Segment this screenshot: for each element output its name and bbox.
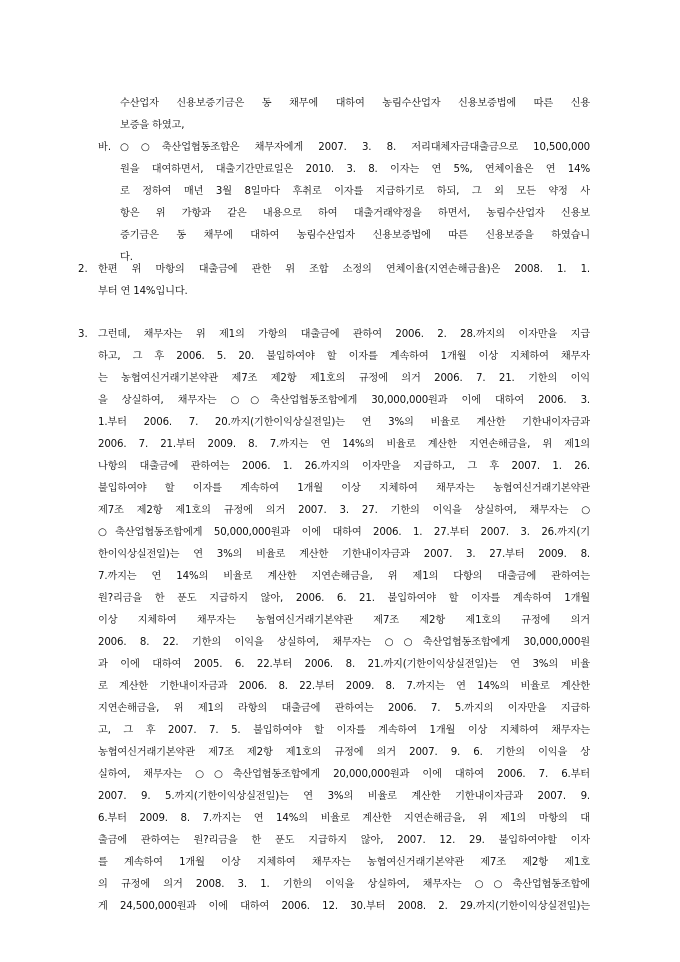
text-line: 이상 지체하여 채무자는 농협여신거래기본약관 제7조 제2항 제1호의 규정에 의거 [98,615,590,626]
text-line: 과 이에 대하여 2005. 6. 22.부터 2006. 8. 21.까지(기한이익상실전일)는 연 3%의 비율 [98,659,590,670]
text-line: 게 24,500,000원과 이에 대하여 2006. 12. 30.부터 2008. 2. 29.까지(기한이익상실전일)는 [98,901,590,912]
item-ba-paragraph [120,137,590,269]
text-line: 그런데, 채무자는 위 제1의 가항의 대출금에 관하여 2006. 2. 28.까지의 이자만을 지급 [98,329,590,340]
continuation-paragraph [120,93,590,137]
text-line: 를 계속하여 1개월 이상 지체하여 채무자는 농협여신거래기본약관 제7조 제2항 제1호 [98,857,590,868]
text-line: 다. [120,252,133,263]
text-line: 로 계산한 기한내이자금과 2006. 8. 22.부터 2009. 8. 7.까지는 연 14%의 비율로 계산한 [98,681,590,692]
text-line: 지연손해금을, 위 제1의 라항의 대출금에 관하여는 2006. 7. 5.까지의 이자만을 지급하 [98,703,590,714]
text-line: 하고, 그 후 2006. 5. 20. 불입하여야 할 이자를 계속하여 1개월 이상 지체하여 채무자 [98,351,590,362]
text-line: 제7조 제2항 제1호의 규정에 의거 2007. 3. 27. 기한의 이익을 상실하여, 채무자는 ○ [98,505,590,516]
item-marker-ba: 바. [98,142,112,153]
text-line: 을 상실하여, 채무자는 ○○축산업협동조합에게 30,000,000원과 이에 대하여 2006. 3. [98,395,590,406]
section-marker-2: 2. [78,264,88,275]
text-line: 실하여, 채무자는 ○○축산업협동조합에게 20,000,000원과 이에 대하여 2006. 7. 6.부터 [98,769,590,780]
text-line: 출금에 관하여는 원?리금을 한 푼도 지급하지 않아, 2007. 12. 29. 불입하여야할 이자 [98,835,590,846]
section-2-paragraph [98,259,590,303]
text-line: 6.부터 2009. 8. 7.까지는 연 14%의 비율로 계산한 지연손해금을, 위 제1의 마항의 대 [98,813,590,824]
text-line: 보증을 하였고, [120,120,185,131]
section-3-paragraph [98,324,590,918]
text-line: 로 정하여 매년 3월 8일마다 후취로 이자를 지급하기로 하되, 그 외 모든 약정 사 [120,186,590,197]
text-line: 1.부터 2006. 7. 20.까지(기한이익상실전일)는 연 3%의 비율로 계산한 기한내이자금과 [98,417,590,428]
text-line: 는 농협여신거래기본약관 제7조 제2항 제1호의 규정에 의거 2006. 7. 21. 기한의 이익 [98,373,590,384]
text-line: 2006. 8. 22. 기한의 이익을 상실하여, 채무자는 ○○축산업협동조합에게 30,000,000원 [98,637,590,648]
text-line: 농협여신거래기본약관 제7조 제2항 제1호의 규정에 의거 2007. 9. 6. 기한의 이익을 상 [98,747,590,758]
text-line: 한이익상실전일)는 연 3%의 비율로 계산한 기한내이자금과 2007. 3. 27.부터 2009. 8. [98,549,590,560]
text-line: 증기금은 동 채무에 대하여 농림수산업자 신용보증법에 따른 신용보증을 하였습니 [120,230,590,241]
text-line: ○○축산업협동조합은 채무자에게 2007. 3. 8. 저리대체자금대출금으로 10,500,000 [120,142,590,153]
text-line: 고, 그 후 2007. 7. 5. 불입하여야 할 이자를 계속하여 1개월 이상 지체하여 채무자는 [98,725,590,736]
text-line: 나항의 대출금에 관하여는 2006. 1. 26.까지의 이자만을 지급하고, 그 후 2007. 1. 26. [98,461,590,472]
text-line: 수산업자 신용보증기금은 동 채무에 대하여 농림수산업자 신용보증법에 따른 신용 [120,98,590,109]
text-line: 항은 위 가항과 같은 내용으로 하여 대출거래약정을 하면서, 농림수산업자 신용보 [120,208,590,219]
text-line: 원을 대여하면서, 대출기간만료일은 2010. 3. 8. 이자는 연 5%, 연체이율은 연 14% [120,164,590,175]
text-line: 한편 위 마항의 대출금에 관한 위 조합 소정의 연체이율(지연손해금율)은 2008. 1. 1. [98,264,590,275]
text-line: 2006. 7. 21.부터 2009. 8. 7.까지는 연 14%의 비율로 계산한 지연손해금을, 위 제1의 [98,439,590,450]
text-line: ○축산업협동조합에게 50,000,000원과 이에 대하여 2006. 1. 27.부터 2007. 3. 26.까지(기 [98,527,590,538]
text-line: 원?리금을 한 푼도 지급하지 않아, 2006. 6. 21. 불입하여야 할 이자를 계속하여 1개월 [98,593,590,604]
section-marker-3: 3. [78,329,88,340]
text-line: 불입하여야 할 이자를 계속하여 1개월 이상 지체하여 채무자는 농협여신거래기본약관 [98,483,590,494]
text-line: 7.까지는 연 14%의 비율로 계산한 지연손해금을, 위 제1의 다항의 대출금에 관하여는 [98,571,590,582]
text-line: 부터 연 14%입니다. [98,286,188,297]
text-line: 의 규정에 의거 2008. 3. 1. 기한의 이익을 상실하여, 채무자는 ○○축산업협동조합에 [98,879,590,890]
text-line: 2007. 9. 5.까지(기한이익상실전일)는 연 3%의 비율로 계산한 기한내이자금과 2007. 9. [98,791,590,802]
